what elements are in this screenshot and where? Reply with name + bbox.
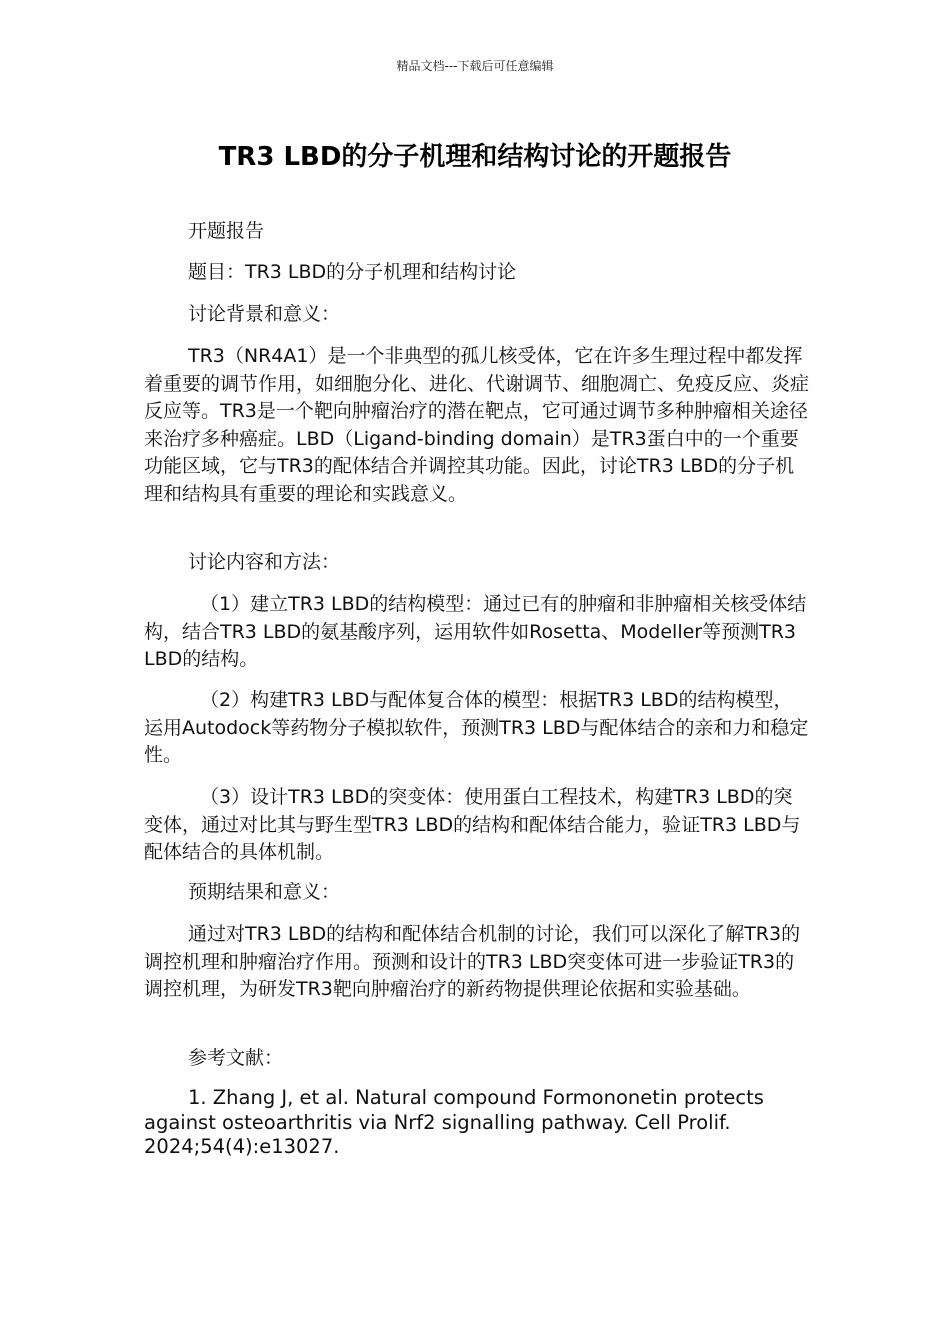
- references-heading-block: [144, 1045, 810, 1073]
- page-header-note: 精品文档---下载后可任意编辑: [396, 59, 554, 73]
- method-item-3-block: [144, 784, 810, 867]
- background-heading: 讨论背景和意义：: [188, 303, 341, 325]
- background-paragraph: TR3（NR4A1）是一个非典型的孤儿核受体，它在许多生理过程中都发挥着重要的调节作用，如细胞分化、进化、代谢调节、细胞凋亡、免疫反应、炎症反应等。TR3是一个靶向肿瘤治疗的潜在靶点，它可通过调节多种肿瘤相关途径来治疗多种癌症。LBD（Ligand-binding domain）是TR3蛋白中的一个重要功能区域，它与TR3的配体结合并调控其功能。因此，讨论TR3 LBD的分子机理和结构具有重要的理论和实践意义。: [144, 345, 810, 505]
- method-item: （2）构建TR3 LBD与配体复合体的模型：根据TR3 LBD的结构模型，运用Autodock等药物分子模拟软件，预测TR3 LBD与配体结合的亲和力和稳定性。: [144, 689, 809, 766]
- methods-heading: 讨论内容和方法：: [188, 551, 341, 573]
- method-item: （3）设计TR3 LBD的突变体：使用蛋白工程技术，构建TR3 LBD的突变体，通过对比其与野生型TR3 LBD的结构和配体结合能力，验证TR3 LBD与配体结合的具体机制。: [144, 786, 801, 863]
- report-label-block: [144, 218, 810, 246]
- background-block: [144, 343, 810, 508]
- references-block: [144, 1086, 810, 1160]
- topic-line: 题目：TR3 LBD的分子机理和结构讨论: [188, 261, 517, 283]
- results-heading: 预期结果和意义：: [188, 881, 341, 903]
- methods-heading-block: [144, 549, 810, 577]
- results-heading-block: [144, 879, 810, 907]
- background-heading-block: [144, 301, 810, 329]
- method-item-1-block: [144, 591, 810, 674]
- method-item-2-block: [144, 687, 810, 770]
- report-label: 开题报告: [188, 220, 265, 242]
- topic-block: [144, 259, 810, 287]
- method-item: （1）建立TR3 LBD的结构模型：通过已有的肿瘤和非肿瘤相关核受体结构，结合TR3 LBD的氨基酸序列，运用软件如Rosetta、Modeller等预测TR3 LBD的结构。: [144, 593, 807, 670]
- results-paragraph: 通过对TR3 LBD的结构和配体结合机制的讨论，我们可以深化了解TR3的调控机理和肿瘤治疗作用。预测和设计的TR3 LBD突变体可进一步验证TR3的调控机理，为研发TR3靶向肿瘤治疗的新药物提供理论依据和实验基础。: [144, 923, 801, 1000]
- references-heading: 参考文献：: [188, 1047, 284, 1069]
- document-title: TR3 LBD的分子机理和结构讨论的开题报告: [218, 142, 732, 172]
- reference-item: 1. Zhang J, et al. Natural compound Formononetin protects against osteoarthritis via Nrf2 signalling pathway. Cell Prolif. 2024;54(4):e13027.: [144, 1086, 764, 1158]
- results-block: [144, 921, 810, 1004]
